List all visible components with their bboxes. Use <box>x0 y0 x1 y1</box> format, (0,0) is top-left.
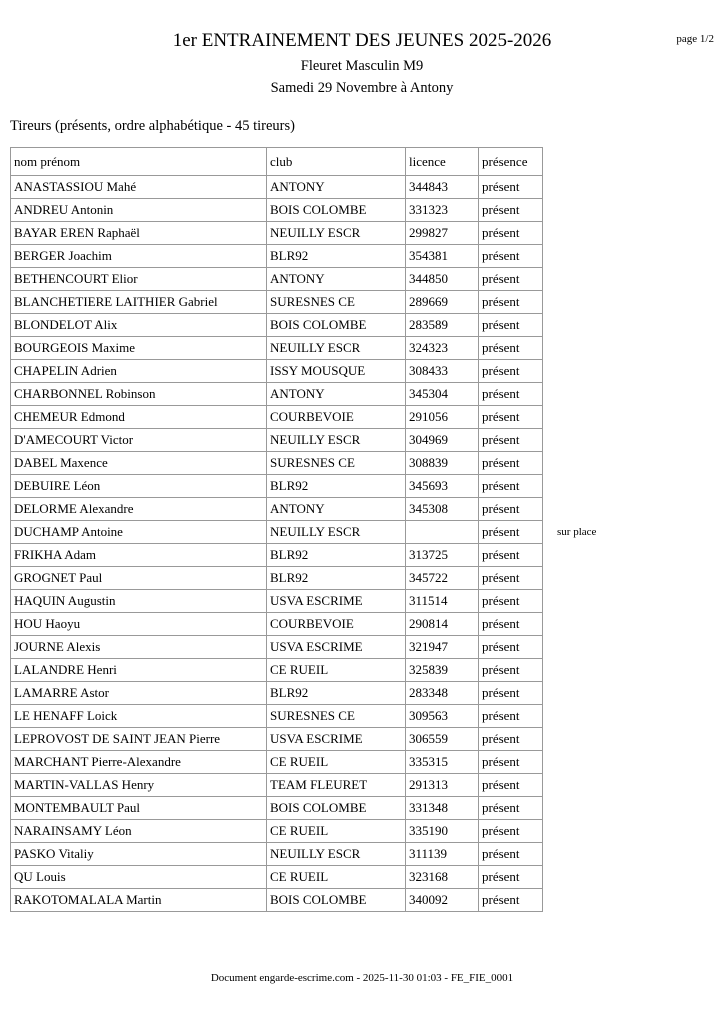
cell-licence: 340092 <box>406 889 479 912</box>
cell-name: BERGER Joachim <box>11 245 267 268</box>
cell-licence: 306559 <box>406 728 479 751</box>
cell-club: BLR92 <box>267 567 406 590</box>
cell-club: ANTONY <box>267 383 406 406</box>
table-row <box>11 268 703 291</box>
cell-club: BOIS COLOMBE <box>267 797 406 820</box>
cell-licence: 345693 <box>406 475 479 498</box>
cell-licence: 304969 <box>406 429 479 452</box>
cell-note <box>543 889 703 912</box>
cell-name: LEPROVOST DE SAINT JEAN Pierre <box>11 728 267 751</box>
table-row <box>11 544 703 567</box>
cell-note <box>543 222 703 245</box>
cell-presence: présent <box>479 475 543 498</box>
table-header-row <box>11 148 703 176</box>
cell-name: LALANDRE Henri <box>11 659 267 682</box>
cell-note <box>543 774 703 797</box>
cell-presence: présent <box>479 613 543 636</box>
cell-name: ANDREU Antonin <box>11 199 267 222</box>
table-row <box>11 383 703 406</box>
cell-note <box>543 291 703 314</box>
cell-presence: présent <box>479 452 543 475</box>
column-header-licence: licence <box>406 148 479 176</box>
cell-licence: 323168 <box>406 866 479 889</box>
cell-club: BOIS COLOMBE <box>267 199 406 222</box>
table-row <box>11 636 703 659</box>
cell-licence: 299827 <box>406 222 479 245</box>
table-row <box>11 774 703 797</box>
cell-club: SURESNES CE <box>267 291 406 314</box>
cell-note <box>543 314 703 337</box>
cell-name: HAQUIN Augustin <box>11 590 267 613</box>
cell-note <box>543 843 703 866</box>
cell-presence: présent <box>479 360 543 383</box>
table-row <box>11 590 703 613</box>
cell-presence: présent <box>479 383 543 406</box>
cell-presence: présent <box>479 636 543 659</box>
cell-presence: présent <box>479 314 543 337</box>
cell-club: NEUILLY ESCR <box>267 521 406 544</box>
cell-presence: présent <box>479 705 543 728</box>
cell-presence: présent <box>479 429 543 452</box>
table-row <box>11 889 703 912</box>
cell-club: TEAM FLEURET <box>267 774 406 797</box>
cell-club: CE RUEIL <box>267 751 406 774</box>
cell-club: ANTONY <box>267 268 406 291</box>
cell-presence: présent <box>479 866 543 889</box>
table-row <box>11 797 703 820</box>
cell-name: CHARBONNEL Robinson <box>11 383 267 406</box>
table-row <box>11 659 703 682</box>
cell-name: LAMARRE Astor <box>11 682 267 705</box>
cell-note <box>543 383 703 406</box>
cell-presence: présent <box>479 567 543 590</box>
cell-name: DUCHAMP Antoine <box>11 521 267 544</box>
column-header-name: nom prénom <box>11 148 267 176</box>
table-row <box>11 452 703 475</box>
cell-name: ANASTASSIOU Mahé <box>11 176 267 199</box>
cell-club: USVA ESCRIME <box>267 590 406 613</box>
cell-presence: présent <box>479 406 543 429</box>
cell-licence: 291313 <box>406 774 479 797</box>
page-number: page 1/2 <box>676 33 714 45</box>
cell-club: CE RUEIL <box>267 659 406 682</box>
cell-licence: 354381 <box>406 245 479 268</box>
cell-club: COURBEVOIE <box>267 406 406 429</box>
cell-note <box>543 360 703 383</box>
cell-licence: 331348 <box>406 797 479 820</box>
cell-presence: présent <box>479 337 543 360</box>
cell-licence: 311514 <box>406 590 479 613</box>
cell-presence: présent <box>479 682 543 705</box>
cell-club: CE RUEIL <box>267 820 406 843</box>
cell-licence: 335315 <box>406 751 479 774</box>
cell-club: COURBEVOIE <box>267 613 406 636</box>
cell-licence: 308433 <box>406 360 479 383</box>
table-row <box>11 314 703 337</box>
cell-name: D'AMECOURT Victor <box>11 429 267 452</box>
cell-licence: 325839 <box>406 659 479 682</box>
cell-name: MARCHANT Pierre-Alexandre <box>11 751 267 774</box>
cell-club: ANTONY <box>267 176 406 199</box>
cell-club: NEUILLY ESCR <box>267 337 406 360</box>
cell-name: HOU Haoyu <box>11 613 267 636</box>
cell-licence: 335190 <box>406 820 479 843</box>
cell-presence: présent <box>479 751 543 774</box>
cell-name: FRIKHA Adam <box>11 544 267 567</box>
cell-name: JOURNE Alexis <box>11 636 267 659</box>
cell-club: ISSY MOUSQUE <box>267 360 406 383</box>
cell-note <box>543 728 703 751</box>
cell-licence: 289669 <box>406 291 479 314</box>
cell-club: BLR92 <box>267 245 406 268</box>
cell-note <box>543 567 703 590</box>
cell-note <box>543 498 703 521</box>
cell-presence: présent <box>479 245 543 268</box>
cell-note <box>543 176 703 199</box>
cell-name: BLONDELOT Alix <box>11 314 267 337</box>
cell-presence: présent <box>479 889 543 912</box>
cell-note <box>543 797 703 820</box>
cell-name: LE HENAFF Loick <box>11 705 267 728</box>
cell-note <box>543 590 703 613</box>
cell-note <box>543 406 703 429</box>
cell-licence: 331323 <box>406 199 479 222</box>
cell-licence: 309563 <box>406 705 479 728</box>
cell-name: DABEL Maxence <box>11 452 267 475</box>
cell-name: DEBUIRE Léon <box>11 475 267 498</box>
cell-club: SURESNES CE <box>267 705 406 728</box>
table-row <box>11 406 703 429</box>
cell-club: USVA ESCRIME <box>267 728 406 751</box>
cell-licence: 313725 <box>406 544 479 567</box>
cell-presence: présent <box>479 728 543 751</box>
cell-note <box>543 452 703 475</box>
cell-club: SURESNES CE <box>267 452 406 475</box>
cell-note <box>543 636 703 659</box>
document-footer: Document engarde-escrime.com - 2025-11-30 01:03 - FE_FIE_0001 <box>210 972 514 984</box>
cell-note <box>543 475 703 498</box>
cell-club: BLR92 <box>267 544 406 567</box>
event-date-location: Samedi 29 Novembre à Antony <box>270 80 454 96</box>
cell-note: sur place <box>557 526 597 538</box>
cell-presence: présent <box>479 797 543 820</box>
cell-licence: 290814 <box>406 613 479 636</box>
cell-club: ANTONY <box>267 498 406 521</box>
table-row <box>11 291 703 314</box>
cell-name: BAYAR EREN Raphaël <box>11 222 267 245</box>
cell-name: CHEMEUR Edmond <box>11 406 267 429</box>
cell-licence: 344843 <box>406 176 479 199</box>
cell-name: GROGNET Paul <box>11 567 267 590</box>
cell-licence: 345308 <box>406 498 479 521</box>
table-row <box>11 567 703 590</box>
cell-note <box>543 613 703 636</box>
table-row <box>11 245 703 268</box>
table-row <box>11 728 703 751</box>
table-row <box>11 498 703 521</box>
cell-club: BOIS COLOMBE <box>267 889 406 912</box>
cell-presence: présent <box>479 176 543 199</box>
cell-licence: 345304 <box>406 383 479 406</box>
cell-note <box>543 866 703 889</box>
cell-presence: présent <box>479 199 543 222</box>
table-row <box>11 705 703 728</box>
table-row <box>11 199 703 222</box>
cell-presence: présent <box>479 521 543 544</box>
cell-presence: présent <box>479 498 543 521</box>
cell-name: CHAPELIN Adrien <box>11 360 267 383</box>
cell-note <box>543 820 703 843</box>
table-row <box>11 475 703 498</box>
cell-presence: présent <box>479 590 543 613</box>
cell-licence: 345722 <box>406 567 479 590</box>
cell-note <box>543 544 703 567</box>
table-row <box>11 222 703 245</box>
cell-presence: présent <box>479 659 543 682</box>
cell-licence: 283348 <box>406 682 479 705</box>
cell-name: MONTEMBAULT Paul <box>11 797 267 820</box>
table-row <box>11 682 703 705</box>
cell-licence: 321947 <box>406 636 479 659</box>
column-header-club: club <box>267 148 406 176</box>
fencers-table <box>10 147 703 912</box>
cell-name: NARAINSAMY Léon <box>11 820 267 843</box>
cell-presence: présent <box>479 843 543 866</box>
event-category: Fleuret Masculin M9 <box>300 58 424 74</box>
cell-club: BOIS COLOMBE <box>267 314 406 337</box>
cell-licence: 308839 <box>406 452 479 475</box>
cell-club: NEUILLY ESCR <box>267 429 406 452</box>
cell-club: USVA ESCRIME <box>267 636 406 659</box>
cell-presence: présent <box>479 291 543 314</box>
cell-note <box>543 751 703 774</box>
section-title: Tireurs (présents, ordre alphabétique - 45 tireurs) <box>10 118 295 134</box>
cell-name: RAKOTOMALALA Martin <box>11 889 267 912</box>
cell-presence: présent <box>479 268 543 291</box>
table-row <box>11 360 703 383</box>
table-row <box>11 176 703 199</box>
cell-note <box>543 682 703 705</box>
cell-club: NEUILLY ESCR <box>267 222 406 245</box>
table-row <box>11 521 703 544</box>
table-row <box>11 843 703 866</box>
cell-licence: 283589 <box>406 314 479 337</box>
cell-note <box>543 659 703 682</box>
table-row <box>11 337 703 360</box>
cell-name: BLANCHETIERE LAITHIER Gabriel <box>11 291 267 314</box>
cell-name: PASKO Vitaliy <box>11 843 267 866</box>
column-header-note <box>543 148 703 176</box>
cell-name: BOURGEOIS Maxime <box>11 337 267 360</box>
table-row <box>11 613 703 636</box>
cell-club: NEUILLY ESCR <box>267 843 406 866</box>
cell-name: MARTIN-VALLAS Henry <box>11 774 267 797</box>
cell-note <box>543 429 703 452</box>
cell-club: BLR92 <box>267 682 406 705</box>
table-row <box>11 429 703 452</box>
cell-note <box>543 268 703 291</box>
cell-note <box>543 245 703 268</box>
cell-name: BETHENCOURT Elior <box>11 268 267 291</box>
cell-club: CE RUEIL <box>267 866 406 889</box>
cell-presence: présent <box>479 222 543 245</box>
cell-club: BLR92 <box>267 475 406 498</box>
cell-licence: 311139 <box>406 843 479 866</box>
column-header-presence: présence <box>479 148 543 176</box>
cell-licence: 344850 <box>406 268 479 291</box>
table-row <box>11 820 703 843</box>
cell-presence: présent <box>479 820 543 843</box>
cell-note <box>543 337 703 360</box>
cell-presence: présent <box>479 544 543 567</box>
cell-licence: 291056 <box>406 406 479 429</box>
cell-licence: 324323 <box>406 337 479 360</box>
table-row <box>11 866 703 889</box>
cell-name: QU Louis <box>11 866 267 889</box>
cell-presence: présent <box>479 774 543 797</box>
table-row <box>11 751 703 774</box>
cell-note <box>543 705 703 728</box>
document-title: 1er ENTRAINEMENT DES JEUNES 2025-2026 <box>172 30 552 51</box>
cell-note <box>543 199 703 222</box>
cell-licence <box>406 521 479 544</box>
cell-name: DELORME Alexandre <box>11 498 267 521</box>
